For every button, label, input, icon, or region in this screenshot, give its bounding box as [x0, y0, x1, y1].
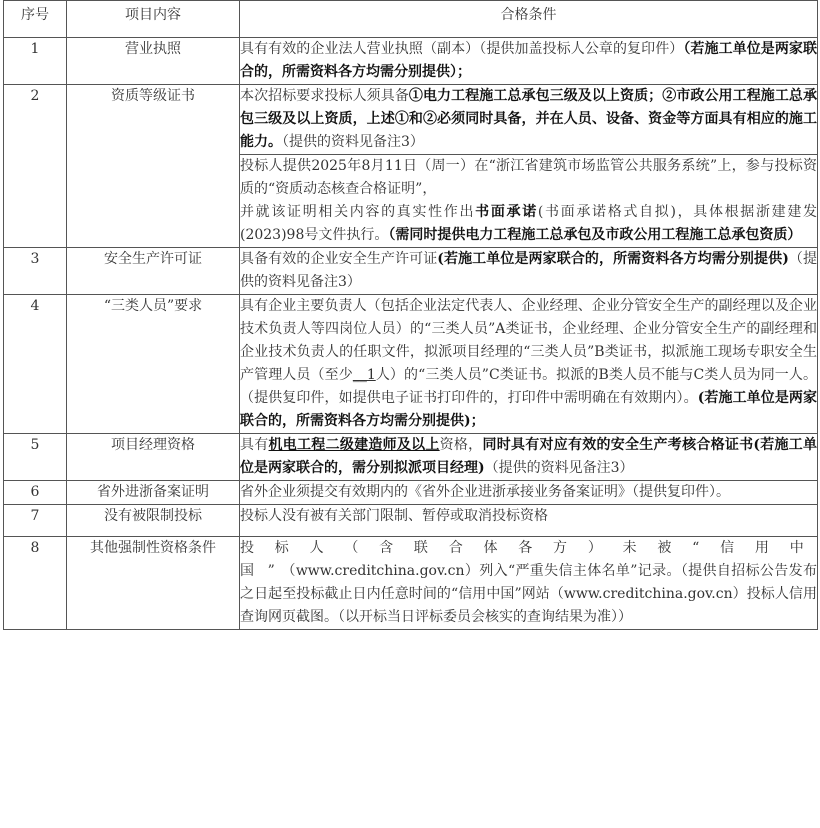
row-condition [240, 38, 818, 85]
row-condition [240, 248, 818, 295]
condition-text: 具有 [240, 437, 269, 453]
condition-bold-text: （若施工单位是两家联合的，所需资料各方均需分别提供）； [240, 41, 818, 80]
table-row [4, 85, 818, 155]
condition-text: 并就该证明相关内容的真实性作出 [240, 204, 476, 220]
table-row [4, 295, 818, 434]
row-no: 3 [4, 248, 67, 295]
row-item: 资质等级证书 [67, 85, 240, 248]
row-item: “三类人员”要求 [67, 295, 240, 434]
condition-text: 具有企业主要负责人（包括企业法定代表人、企业经理、企业分管安全生产的副经理以及企业技术负责人等四岗位人员）的“三类人员”A类证书，企业经理、企业分管安全生产的副经理和企业技术负责人的任职文件，拟派项目经理的“三类人员”B类证书，拟派施工现场专职安全生产管理人员（至少 [240, 298, 817, 383]
header-no: 序号 [4, 1, 67, 38]
condition-bold-text: ①电力工程施工总承包三级及以上资质；②市政公用工程施工总承包三级及以上资质，上述①和②必须同时具备，并在人员、设备、资金等方面具有相应的施工能力。 [240, 88, 818, 150]
condition-text: 本次招标要求投标人须具备 [240, 88, 409, 104]
condition-text: 人）的“三类人员”C类证书。拟派的B类人员不能与C类人员为同一人。（提供复印件，如提供电子证书打印件的，打印件中需明确在有效期内）。 [240, 367, 817, 406]
condition-text: 投标人（含联合体各方）未被“信用中国” [240, 540, 817, 579]
row-no: 8 [4, 537, 67, 630]
table-row [4, 537, 818, 630]
condition-bold-text: (若施工单位是两家联合的，所需资料各方均需分别提供) [437, 251, 789, 267]
row-no: 2 [4, 85, 67, 248]
condition-bold-text: (若施工单位是两家联合的，所需资料各方均需分别提供)； [240, 390, 818, 429]
condition-bold-text: 书面承诺 [475, 204, 538, 220]
row-condition [240, 85, 818, 155]
table-header-row [4, 1, 818, 38]
row-condition [240, 537, 818, 630]
condition-text: (书面承诺格式自拟)，具体根据浙建建发(2023)98号文件执行。 [240, 204, 818, 243]
row-no: 5 [4, 434, 67, 481]
table-row [4, 505, 818, 537]
row-item: 没有被限制投标 [67, 505, 240, 537]
condition-text: （提供的资料见备注3） [282, 134, 424, 150]
qualification-table [3, 0, 818, 630]
condition-text: （提供的资料见备注3） [484, 460, 634, 476]
condition-text: （www.creditchina.gov.cn）列入“严重失信主体名单”记录。（提供自招标公告发布之日起至投标截止日内任意时间的“信用中国”网站（www.creditchina.gov.cn）投标人信用查询网页截图。（以开标当日评标委员会核实的查询结果为准）） [240, 563, 817, 625]
row-no: 6 [4, 481, 67, 505]
row-no: 1 [4, 38, 67, 85]
row-condition: 投标人没有被有关部门限制、暂停或取消投标资格 [240, 505, 818, 537]
table-row [4, 38, 818, 85]
header-item: 项目内容 [67, 1, 240, 38]
row-condition [240, 295, 818, 434]
condition-text: 具有有效的企业法人营业执照（副本）（提供加盖投标人公章的复印件） [240, 41, 684, 57]
condition-text: （提供的资料见备注3） [240, 251, 818, 290]
table-row [4, 434, 818, 481]
row-no: 7 [4, 505, 67, 537]
condition-text: 投标人提供2025年8月11日（周一）在“浙江省建筑市场监管公共服务系统”上，参与投标资质的“资质动态核查合格证明”， [240, 158, 817, 197]
row-item: 安全生产许可证 [67, 248, 240, 295]
condition-text: 具备有效的企业安全生产许可证 [240, 251, 438, 267]
row-item: 项目经理资格 [67, 434, 240, 481]
row-no: 4 [4, 295, 67, 434]
row-condition: 省外企业须提交有效期内的《省外企业进浙承接业务备案证明》（提供复印件）。 [240, 481, 818, 505]
condition-bold-underlined-text: 机电工程二级建造师及以上 [268, 437, 440, 453]
condition-bold-text: （需同时提供电力工程施工总承包及市政公用工程施工总承包资质） [388, 227, 802, 243]
header-condition: 合格条件 [240, 1, 818, 38]
row-condition [240, 155, 818, 248]
row-condition [240, 434, 818, 481]
underlined-count: __1 [352, 367, 376, 383]
row-item: 其他强制性资格条件 [67, 537, 240, 630]
table-row [4, 481, 818, 505]
condition-bold-text: 同时具有对应有效的安全生产考核合格证书(若施工单位是两家联合的，需分别拟派项目经理) [240, 437, 818, 476]
row-item: 营业执照 [67, 38, 240, 85]
condition-text: 资格， [439, 437, 483, 453]
table-row [4, 248, 818, 295]
row-item: 省外进浙备案证明 [67, 481, 240, 505]
